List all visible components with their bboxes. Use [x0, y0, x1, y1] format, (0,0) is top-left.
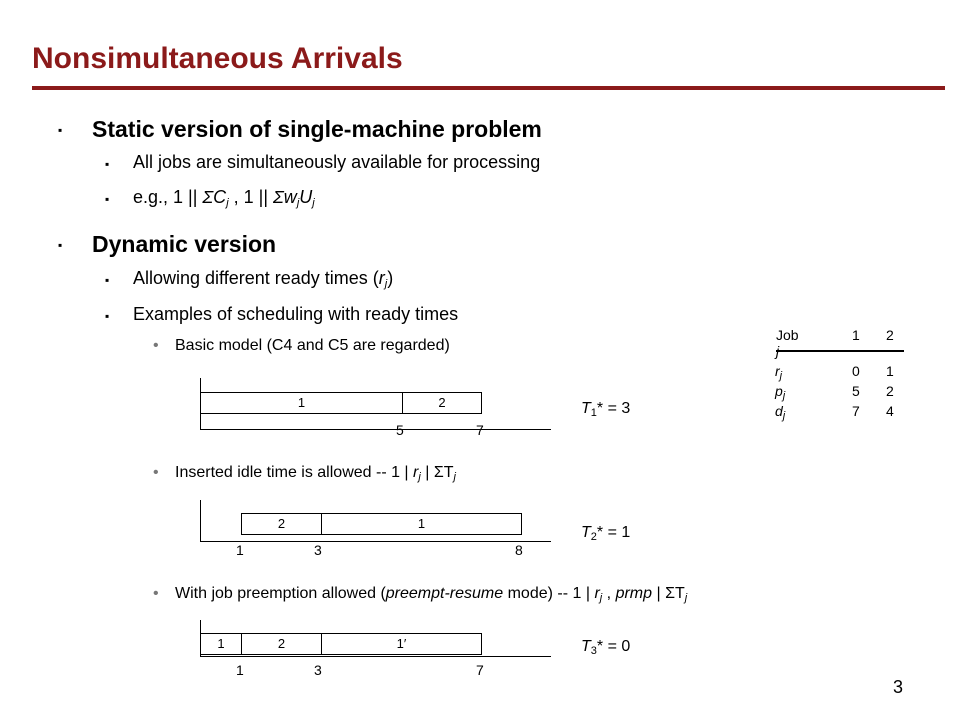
job-table-cell: 5 — [852, 383, 860, 399]
dot-bullet-icon: • — [153, 464, 159, 481]
job-table-row-label: $p_j$ — [775, 383, 786, 402]
gantt1-job-block: 1 — [200, 392, 403, 414]
job-table-cell: 0 — [852, 363, 860, 379]
square-bullet-icon: ▪ — [58, 238, 63, 252]
gantt1-time-axis — [200, 429, 551, 430]
gantt3-tick-label: 7 — [476, 662, 484, 678]
gantt2-result: $T_2* = 1$ — [581, 524, 631, 543]
dot-bullet-icon: • — [153, 585, 159, 602]
slide-title: Nonsimultaneous Arrivals — [32, 42, 403, 75]
job-table-header: Job j — [776, 327, 799, 359]
gantt3-job-block: 1′ — [321, 633, 482, 655]
gantt3-tick-label: 3 — [314, 662, 322, 678]
gantt3-job-block: 1 — [200, 633, 242, 655]
gantt2-job-block: 1 — [321, 513, 522, 535]
gantt1-job-block: 2 — [402, 392, 482, 414]
square-bullet-icon: ▪ — [105, 192, 110, 206]
square-bullet-icon: ▪ — [58, 123, 63, 137]
gantt2-tick-label: 1 — [236, 542, 244, 558]
job-table-col-header: 2 — [886, 327, 894, 343]
square-bullet-icon: ▪ — [105, 157, 110, 171]
bullet-text: Inserted idle time is allowed -- 1 | $r_j$ | $\Sigma T_j$ — [175, 464, 456, 483]
bullet-text: With job preemption allowed (preempt-resume mode) -- 1 | $r_j$ , prmp | $\Sigma T_j$ — [175, 585, 688, 604]
job-table-col-header: 1 — [852, 327, 860, 343]
gantt2-time-axis — [200, 541, 551, 542]
job-table-cell: 7 — [852, 403, 860, 419]
job-table-row-label: $d_j$ — [775, 403, 786, 422]
gantt3-time-axis — [200, 656, 551, 657]
gantt2-time-origin — [200, 500, 201, 542]
job-table-cell: 2 — [886, 383, 894, 399]
bullet-text: Examples of scheduling with ready times — [133, 304, 459, 324]
square-bullet-icon: ▪ — [105, 273, 110, 287]
gantt3-result: $T_3* = 0$ — [581, 638, 631, 657]
gantt1-result: $T_1* = 3$ — [581, 400, 631, 419]
bullet-text: Static version of single-machine problem — [92, 116, 542, 142]
gantt1-tick-label: 5 — [396, 422, 404, 438]
gantt3-job-block: 2 — [241, 633, 322, 655]
dot-bullet-icon: • — [153, 337, 159, 354]
gantt1-tick-label: 7 — [476, 422, 484, 438]
gantt2-tick-label: 3 — [314, 542, 322, 558]
gantt2-job-block: 2 — [241, 513, 322, 535]
job-table-cell: 4 — [886, 403, 894, 419]
job-table-cell: 1 — [886, 363, 894, 379]
bullet-text: Basic model (C4 and C5 are regarded) — [175, 337, 450, 354]
page-number: 3 — [893, 677, 904, 697]
gantt2-tick-label: 8 — [515, 542, 523, 558]
bullet-text: Dynamic version — [92, 231, 277, 257]
bullet-text: e.g., 1 || $\Sigma C_j$ , 1 || $\Sigma w_jU_j$ — [133, 187, 315, 209]
title-divider — [32, 86, 945, 90]
square-bullet-icon: ▪ — [105, 309, 110, 323]
bullet-text: All jobs are simultaneously available for processing — [133, 152, 541, 172]
bullet-text: Allowing different ready times $(r_j)$ — [133, 268, 394, 290]
job-table-row-label: $r_j$ — [775, 363, 783, 382]
gantt3-tick-label: 1 — [236, 662, 244, 678]
